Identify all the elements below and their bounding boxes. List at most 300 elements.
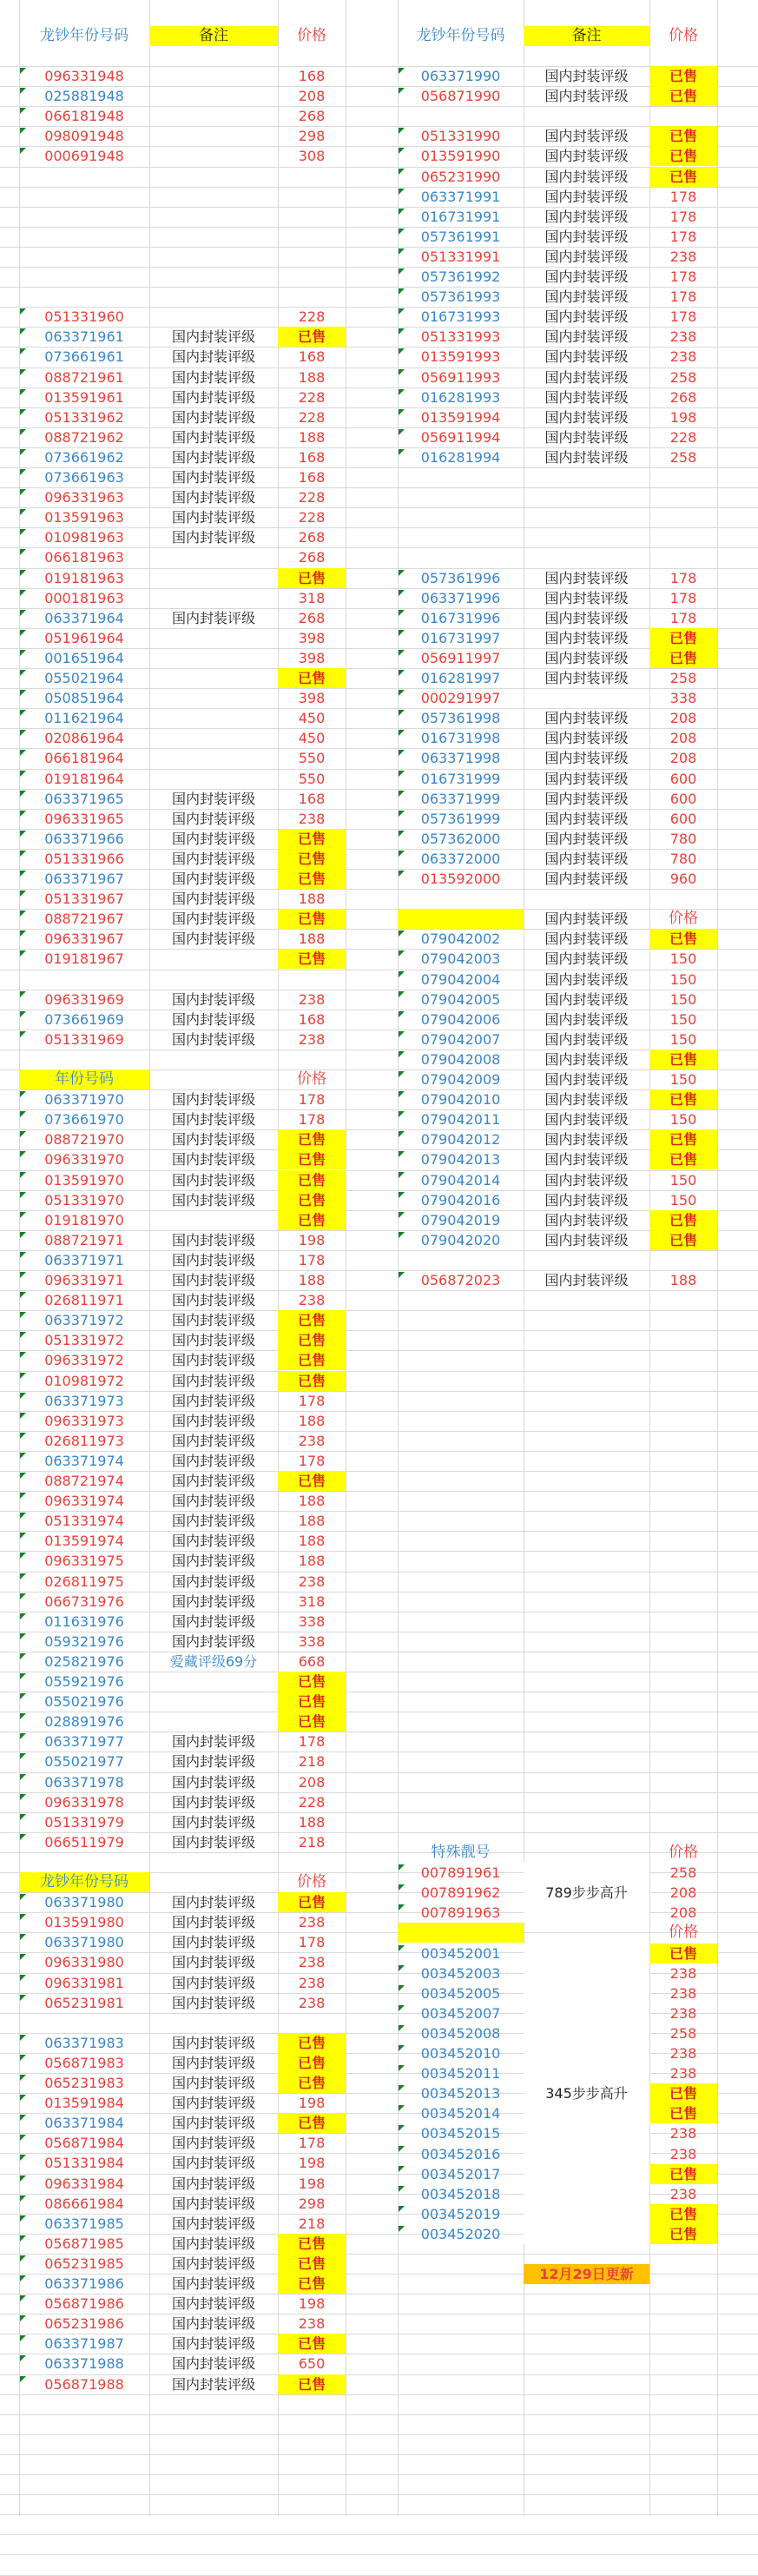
comment-marker-icon [20, 811, 26, 817]
serial-number: 088721974 [44, 1473, 124, 1489]
comment-marker-icon [20, 911, 26, 917]
special-serial-number: 003452018 [420, 2185, 501, 2202]
comment-marker-icon [20, 2295, 26, 2301]
grading-note: 国内封装评级 [544, 308, 629, 326]
price: 298 [298, 128, 326, 145]
serial-number: 056871983 [44, 2054, 124, 2071]
comment-marker-icon [20, 950, 26, 957]
grading-note: 国内封装评级 [544, 970, 629, 988]
comment-marker-icon [20, 429, 26, 435]
price: 228 [298, 489, 326, 507]
comment-marker-icon [20, 1011, 26, 1017]
comment-marker-icon [399, 288, 405, 295]
grading-note: 国内封装评级 [171, 790, 255, 807]
serial-number: 056871990 [420, 88, 501, 105]
price: 228 [298, 1793, 326, 1811]
serial-number: 088721962 [44, 428, 124, 446]
grid-row-line [0, 2534, 758, 2535]
serial-number: 056871988 [44, 2375, 124, 2393]
sold-badge: 已售 [278, 568, 346, 588]
comment-marker-icon [20, 1995, 26, 2001]
price: 238 [298, 1954, 326, 1971]
grading-note: 国内封装评级 [171, 1131, 255, 1149]
price: 258 [669, 448, 697, 466]
serial-number: 088721961 [44, 368, 124, 386]
price: 668 [298, 1652, 326, 1670]
comment-marker-icon [20, 1332, 26, 1338]
price: 228 [298, 308, 326, 326]
serial-number: 013591984 [44, 2095, 124, 2112]
grading-note: 国内封装评级 [171, 1793, 255, 1811]
serial-number: 063371978 [44, 1773, 124, 1791]
sold-badge: 已售 [649, 2164, 717, 2184]
serial-number: 063371961 [44, 328, 124, 346]
comment-marker-icon [20, 1493, 26, 1499]
price: 238 [669, 2185, 697, 2202]
comment-marker-icon [20, 509, 26, 515]
serial-number: 079042007 [420, 1030, 501, 1048]
grading-note: 国内封装评级 [171, 891, 255, 908]
comment-marker-icon [20, 1894, 26, 1900]
sold-badge: 已售 [649, 2204, 717, 2224]
grading-note: 国内封装评级 [544, 1171, 629, 1189]
special-serial-number: 003452015 [420, 2125, 501, 2142]
comment-marker-icon [20, 871, 26, 877]
price: 258 [669, 368, 697, 386]
price: 650 [298, 2355, 326, 2373]
serial-number: 079042010 [420, 1091, 501, 1109]
grading-note: 国内封装评级 [171, 1573, 255, 1590]
grading-note: 国内封装评级 [171, 2054, 255, 2071]
serial-number: 016731999 [420, 770, 501, 787]
comment-marker-icon [20, 328, 26, 334]
special-serial-number: 003452005 [420, 1984, 501, 2002]
serial-number: 063371980 [44, 1934, 124, 1951]
sold-badge: 已售 [278, 2073, 346, 2093]
sold-badge: 已售 [278, 1190, 346, 1210]
section-header-price: 价格 [669, 910, 698, 928]
grading-note: 国内封装评级 [544, 1091, 629, 1109]
comment-marker-icon [399, 148, 405, 154]
grading-note: 国内封装评级 [171, 1612, 255, 1630]
grading-note: 国内封装评级 [544, 589, 629, 606]
sold-badge: 已售 [278, 1310, 346, 1330]
price: 178 [298, 1111, 326, 1129]
section-header-note: 国内封装评级 [544, 911, 629, 928]
serial-number: 051331984 [44, 2155, 124, 2172]
serial-number: 013591963 [44, 509, 124, 526]
comment-marker-icon [399, 1031, 405, 1037]
special-serial-number: 003452011 [420, 2065, 501, 2083]
price: 238 [298, 1432, 326, 1449]
comment-marker-icon [399, 248, 405, 255]
grading-note: 国内封装评级 [171, 1111, 255, 1129]
comment-marker-icon [399, 851, 405, 857]
serial-number: 055021976 [44, 1693, 124, 1711]
serial-number: 056911994 [420, 428, 501, 446]
serial-number: 079042006 [420, 1010, 501, 1028]
grading-note: 国内封装评级 [544, 448, 629, 466]
grading-note: 国内封装评级 [544, 1030, 629, 1048]
special-serial-number: 003452016 [420, 2145, 501, 2162]
price: 238 [669, 2045, 697, 2062]
comment-marker-icon [20, 1111, 26, 1117]
grading-note: 国内封装评级 [171, 2034, 255, 2051]
price: 218 [298, 2215, 326, 2232]
price: 178 [669, 609, 697, 626]
price: 168 [298, 1010, 326, 1028]
price: 338 [669, 690, 697, 707]
price: 238 [669, 2065, 697, 2083]
grading-note: 国内封装评级 [171, 1352, 255, 1369]
serial-number: 016731991 [420, 208, 501, 225]
comment-marker-icon [399, 449, 405, 455]
price: 168 [298, 469, 326, 486]
grading-note: 国内封装评级 [171, 1493, 255, 1510]
grading-note: 国内封装评级 [544, 1272, 629, 1288]
special-serial-number: 007891962 [420, 1884, 501, 1902]
grading-note: 国内封装评级 [171, 1191, 255, 1209]
comment-marker-icon [399, 2146, 405, 2152]
serial-number: 063371971 [44, 1251, 124, 1268]
serial-number: 019181963 [44, 569, 124, 586]
grading-note: 国内封装评级 [171, 328, 255, 346]
grading-note: 国内封装评级 [544, 1010, 629, 1028]
serial-number: 056911997 [420, 649, 501, 666]
grading-note: 国内封装评级 [544, 348, 629, 366]
serial-number: 057361999 [420, 810, 501, 827]
price: 198 [298, 2155, 326, 2172]
serial-number: 066511979 [44, 1833, 124, 1851]
grading-note: 国内封装评级 [544, 871, 629, 887]
grading-note: 国内封装评级 [171, 1894, 255, 1911]
grading-note: 国内封装评级 [171, 1994, 255, 2011]
serial-number: 065231981 [44, 1994, 124, 2011]
comment-marker-icon [399, 68, 405, 74]
price: 150 [669, 1191, 697, 1209]
sold-badge: 已售 [278, 909, 346, 929]
price: 188 [298, 1493, 326, 1510]
price: 258 [669, 1864, 697, 1882]
grading-note: 国内封装评级 [171, 2075, 255, 2091]
serial-number: 063371970 [44, 1091, 124, 1109]
grading-note: 国内封装评级 [171, 1513, 255, 1530]
comment-marker-icon [20, 2055, 26, 2061]
comment-marker-icon [20, 2095, 26, 2101]
special-price-header: 价格 [669, 1924, 698, 1942]
comment-marker-icon [20, 1192, 26, 1198]
comment-marker-icon [20, 1513, 26, 1519]
serial-number: 016731998 [420, 730, 501, 747]
grading-note: 国内封装评级 [171, 1813, 255, 1831]
serial-number: 079042014 [420, 1171, 501, 1189]
grading-note: 国内封装评级 [171, 1974, 255, 1991]
grading-note: 国内封装评级 [171, 2335, 255, 2353]
price: 238 [669, 248, 697, 265]
price: 150 [669, 970, 697, 988]
price: 208 [669, 1904, 697, 1922]
price: 550 [298, 770, 326, 787]
comment-marker-icon [20, 1151, 26, 1157]
price: 198 [298, 2095, 326, 2112]
grading-note: 国内封装评级 [171, 1553, 255, 1570]
sold-badge: 已售 [278, 1672, 346, 1692]
grading-note: 国内封装评级 [171, 1773, 255, 1791]
sold-badge: 已售 [649, 2103, 717, 2123]
serial-number: 073661961 [44, 348, 124, 366]
grading-note: 国内封装评级 [171, 850, 255, 867]
comment-marker-icon [20, 1834, 26, 1840]
serial-number: 096331967 [44, 930, 124, 948]
grading-note: 国内封装评级 [544, 168, 629, 185]
sold-badge: 已售 [278, 829, 346, 849]
serial-number: 079042009 [420, 1071, 501, 1088]
section-header-price: 价格 [297, 1070, 326, 1088]
serial-number: 013591961 [44, 388, 124, 406]
sold-badge: 已售 [278, 1471, 346, 1491]
grading-note: 国内封装评级 [544, 268, 629, 285]
price: 318 [298, 1593, 326, 1610]
comment-marker-icon [399, 1884, 405, 1891]
serial-number: 096331975 [44, 1553, 124, 1570]
serial-number: 019181967 [44, 950, 124, 968]
comment-marker-icon [20, 108, 26, 114]
sold-badge: 已售 [278, 1149, 346, 1169]
special-serial-number: 003452007 [420, 2004, 501, 2022]
grading-note: 国内封装评级 [171, 2095, 255, 2112]
price: 780 [669, 830, 697, 847]
grading-note: 国内封装评级 [171, 509, 255, 526]
comment-marker-icon [399, 1111, 405, 1117]
comment-marker-icon [20, 1733, 26, 1739]
special-price-header: 价格 [669, 1844, 698, 1861]
serial-number: 063371965 [44, 790, 124, 807]
grading-note: 国内封装评级 [171, 1954, 255, 1971]
price: 150 [669, 1171, 697, 1189]
comment-marker-icon [20, 1914, 26, 1920]
sold-badge: 已售 [278, 949, 346, 969]
grading-note: 国内封装评级 [171, 1030, 255, 1048]
price: 188 [298, 368, 326, 386]
grading-note: 国内封装评级 [544, 790, 629, 807]
price: 258 [669, 2024, 697, 2042]
comment-marker-icon [20, 1252, 26, 1258]
serial-number: 063371973 [44, 1392, 124, 1409]
serial-number: 000181963 [44, 589, 124, 606]
grading-note: 国内封装评级 [171, 1412, 255, 1429]
price: 178 [669, 308, 697, 326]
comment-marker-icon [399, 1151, 405, 1157]
serial-number: 051331974 [44, 1513, 124, 1530]
serial-number: 056911993 [420, 368, 501, 386]
comment-marker-icon [20, 1954, 26, 1960]
serial-number: 019181970 [44, 1211, 124, 1228]
serial-number: 079042011 [420, 1111, 501, 1129]
sold-badge: 已售 [278, 2334, 346, 2354]
grading-note: 国内封装评级 [171, 1091, 255, 1109]
comment-marker-icon [399, 2085, 405, 2091]
sold-badge: 已售 [649, 66, 717, 86]
price: 600 [669, 770, 697, 787]
sold-badge: 已售 [649, 929, 717, 949]
price: 258 [669, 670, 697, 686]
serial-number: 011631976 [44, 1612, 124, 1630]
comment-marker-icon [20, 2035, 26, 2041]
grading-note: 爱藏评级69分 [169, 1652, 258, 1670]
serial-number: 063371999 [420, 790, 501, 807]
comment-marker-icon [20, 2376, 26, 2382]
serial-number: 016731996 [420, 609, 501, 626]
grading-note: 国内封装评级 [171, 1533, 255, 1550]
comment-marker-icon [20, 2275, 26, 2281]
price: 178 [669, 188, 697, 205]
grading-note: 国内封装评级 [544, 990, 629, 1008]
serial-number: 026811975 [44, 1573, 124, 1590]
serial-number: 096331948 [44, 68, 124, 84]
price: 338 [298, 1612, 326, 1630]
grading-note: 国内封装评级 [544, 770, 629, 787]
comment-marker-icon [399, 1131, 405, 1137]
price: 178 [669, 228, 697, 245]
grading-note: 国内封装评级 [171, 1432, 255, 1449]
serial-number: 096331984 [44, 2175, 124, 2192]
grading-note: 国内封装评级 [171, 1452, 255, 1469]
serial-number: 013591990 [420, 148, 501, 165]
sold-badge: 已售 [649, 1230, 717, 1250]
comment-marker-icon [20, 1212, 26, 1218]
serial-number: 016731997 [420, 629, 501, 646]
sold-badge: 已售 [278, 1129, 346, 1149]
sold-badge: 已售 [278, 1210, 346, 1230]
comment-marker-icon [20, 1653, 26, 1659]
sold-badge: 已售 [649, 2083, 717, 2103]
serial-number: 088721971 [44, 1231, 124, 1248]
price: 218 [298, 1833, 326, 1851]
sold-badge: 已售 [649, 1944, 717, 1963]
serial-number: 051961964 [44, 629, 124, 646]
price: 168 [298, 448, 326, 466]
comment-marker-icon [399, 690, 405, 696]
grading-note: 国内封装评级 [171, 1733, 255, 1751]
comment-marker-icon [20, 1753, 26, 1759]
price: 178 [298, 2135, 326, 2152]
serial-number: 055921976 [44, 1673, 124, 1690]
comment-marker-icon [20, 991, 26, 997]
comment-marker-icon [399, 429, 405, 435]
comment-marker-icon [20, 1814, 26, 1820]
serial-number: 096331963 [44, 489, 124, 507]
grid-row-line [0, 1852, 758, 1853]
price: 178 [669, 569, 697, 586]
comment-marker-icon [399, 831, 405, 837]
sold-badge: 已售 [278, 2374, 346, 2394]
comment-marker-icon [20, 710, 26, 716]
serial-number: 066181963 [44, 549, 124, 566]
serial-number: 013591994 [420, 408, 501, 426]
grading-note: 国内封装评级 [544, 629, 629, 646]
grading-note: 国内封装评级 [171, 2375, 255, 2393]
price: 308 [298, 148, 326, 165]
comment-marker-icon [399, 2125, 405, 2131]
left-header-number: 龙钞年份号码 [40, 27, 129, 44]
grading-note: 国内封装评级 [544, 950, 629, 968]
grading-note: 国内封装评级 [171, 1914, 255, 1931]
comment-marker-icon [20, 1031, 26, 1037]
grading-note: 国内封装评级 [171, 1934, 255, 1951]
comment-marker-icon [20, 1453, 26, 1459]
comment-marker-icon [20, 650, 26, 656]
grading-note: 国内封装评级 [544, 388, 629, 406]
serial-number: 063371974 [44, 1452, 124, 1469]
price: 178 [298, 1091, 326, 1109]
price: 178 [298, 1452, 326, 1469]
serial-number: 096331973 [44, 1412, 124, 1429]
serial-number: 096331970 [44, 1151, 124, 1169]
price: 188 [298, 1553, 326, 1570]
price: 238 [298, 810, 326, 827]
group-note: 345步步高升 [524, 1944, 649, 2245]
serial-number: 019181964 [44, 770, 124, 787]
sold-badge: 已售 [278, 1170, 346, 1190]
serial-number: 066731976 [44, 1593, 124, 1610]
serial-number: 063371996 [420, 589, 501, 606]
grid-row-line [0, 2494, 758, 2495]
serial-number: 055021977 [44, 1753, 124, 1771]
price: 268 [298, 609, 326, 626]
serial-number: 000291997 [420, 690, 501, 707]
comment-marker-icon [20, 549, 26, 555]
special-serial-number: 003452019 [420, 2205, 501, 2222]
grid-row-line [0, 2454, 758, 2455]
grading-note: 国内封装评级 [544, 1151, 629, 1169]
comment-marker-icon [20, 529, 26, 535]
comment-marker-icon [399, 2206, 405, 2212]
sold-badge: 已售 [278, 1892, 346, 1912]
comment-marker-icon [399, 991, 405, 997]
grading-note: 国内封装评级 [544, 830, 629, 847]
sold-badge: 已售 [278, 2053, 346, 2073]
serial-number: 088721967 [44, 911, 124, 928]
serial-number: 063371984 [44, 2115, 124, 2132]
comment-marker-icon [20, 670, 26, 676]
comment-marker-icon [20, 771, 26, 777]
price: 188 [298, 1513, 326, 1530]
comment-marker-icon [399, 348, 405, 354]
price: 168 [298, 790, 326, 807]
comment-marker-icon [20, 2335, 26, 2341]
serial-number: 051331972 [44, 1332, 124, 1349]
grading-note: 国内封装评级 [171, 930, 255, 948]
comment-marker-icon [20, 1091, 26, 1097]
special-serial-number: 003452001 [420, 1944, 501, 1962]
special-serial-number: 003452003 [420, 1964, 501, 1982]
serial-number: 063371966 [44, 830, 124, 847]
comment-marker-icon [399, 950, 405, 957]
serial-number: 010981972 [44, 1372, 124, 1389]
group-note: 789步步高升 [524, 1863, 649, 1923]
sold-badge: 已售 [278, 2113, 346, 2133]
price: 238 [298, 1974, 326, 1991]
price: 398 [298, 649, 326, 666]
comment-marker-icon [399, 730, 405, 736]
grading-note: 国内封装评级 [171, 609, 255, 626]
special-serial-number: 003452020 [420, 2225, 501, 2242]
grading-note: 国内封装评级 [171, 871, 255, 887]
comment-marker-icon [20, 1131, 26, 1137]
serial-number: 098091948 [44, 128, 124, 145]
comment-marker-icon [20, 851, 26, 857]
grading-note: 国内封装评级 [171, 2355, 255, 2373]
